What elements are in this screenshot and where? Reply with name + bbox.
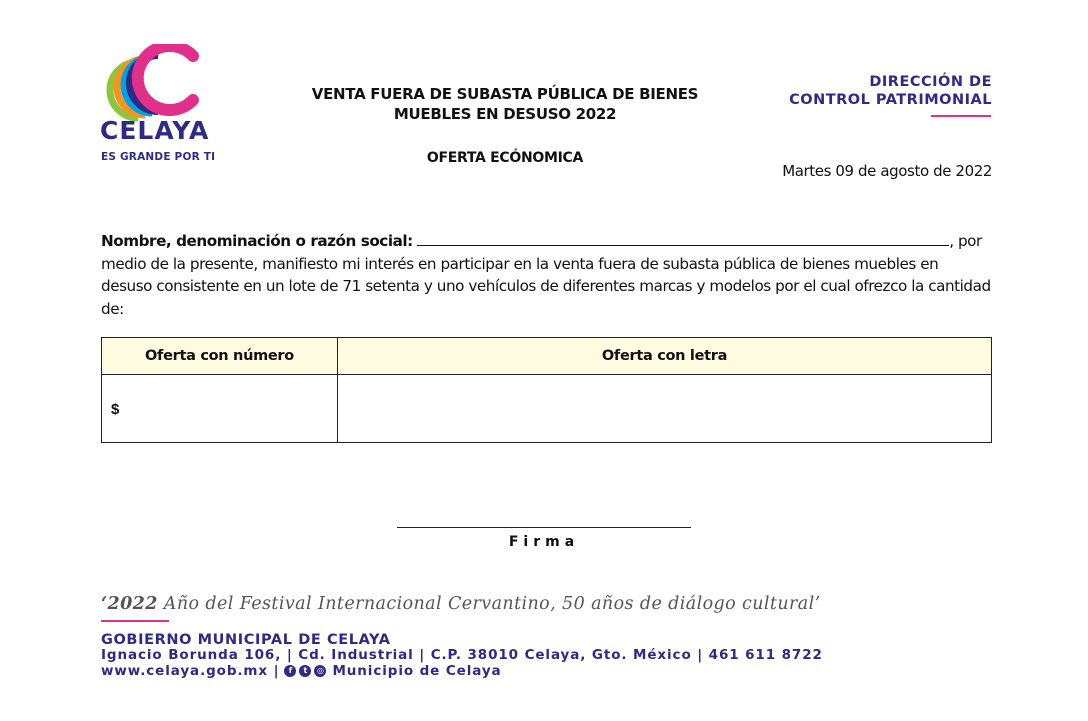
motto-underline	[101, 620, 169, 622]
column-divider	[337, 338, 338, 442]
footer-motto	[101, 594, 821, 614]
footer-contact	[101, 663, 502, 679]
logo-tagline: ES GRANDE POR TI	[101, 151, 216, 163]
signature-label: Firma	[508, 534, 580, 550]
name-suffix: ,	[949, 232, 954, 250]
motto-text: Año del Festival Internacional Cervantino, 50 años de diálogo cultural’	[163, 594, 821, 614]
instagram-icon[interactable]: ◎	[314, 665, 326, 677]
column-header-number: Oferta con número	[145, 348, 294, 364]
document-date: Martes 09 de agosto de 2022	[782, 162, 992, 180]
logo-wordmark: CELAYA	[100, 116, 210, 145]
social-handle: Municipio de Celaya	[332, 663, 502, 679]
body-text: por medio de la presente, manifiesto mi interés en participar en la venta fuera de subasta pública de bienes muebles en desuso consistente en un lote de 71 setenta y uno vehículos de diferentes marcas y modelos por el cual ofrezco la cantidad de:	[101, 232, 991, 318]
celaya-logo-mark	[100, 44, 230, 164]
document-subtitle: OFERTA ECÓNOMICA	[426, 150, 584, 166]
department-name	[740, 73, 992, 109]
twitter-icon[interactable]: t	[299, 665, 311, 677]
government-address: Ignacio Borunda 106, | Cd. Industrial | C.P. 38010 Celaya, Gto. México | 461 611 8722	[101, 647, 823, 663]
website-link[interactable]: www.celaya.gob.mx |	[101, 663, 280, 679]
facebook-icon[interactable]: f	[284, 665, 296, 677]
column-header-letter: Oferta con letra	[601, 348, 728, 364]
document-title-line2: MUEBLES EN DESUSO 2022	[393, 105, 617, 123]
social-icons	[284, 665, 329, 677]
currency-symbol: $	[111, 401, 120, 418]
government-name: GOBIERNO MUNICIPAL DE CELAYA	[101, 632, 391, 648]
body-paragraph	[101, 230, 991, 320]
signature-line[interactable]	[397, 527, 691, 528]
document-title-line1: VENTA FUERA DE SUBASTA PÚBLICA DE BIENES	[311, 85, 699, 103]
department-line2: CONTROL PATRIMONIAL	[789, 92, 992, 108]
document-title	[300, 84, 710, 124]
department-line1: DIRECCIÓN DE	[869, 74, 992, 90]
name-label: Nombre, denominación o razón social:	[101, 232, 413, 250]
motto-year: ‘2022	[101, 594, 158, 614]
offer-table-header	[102, 338, 991, 375]
name-blank-line[interactable]	[417, 231, 949, 246]
offer-table	[101, 337, 992, 443]
department-underline	[931, 115, 991, 117]
